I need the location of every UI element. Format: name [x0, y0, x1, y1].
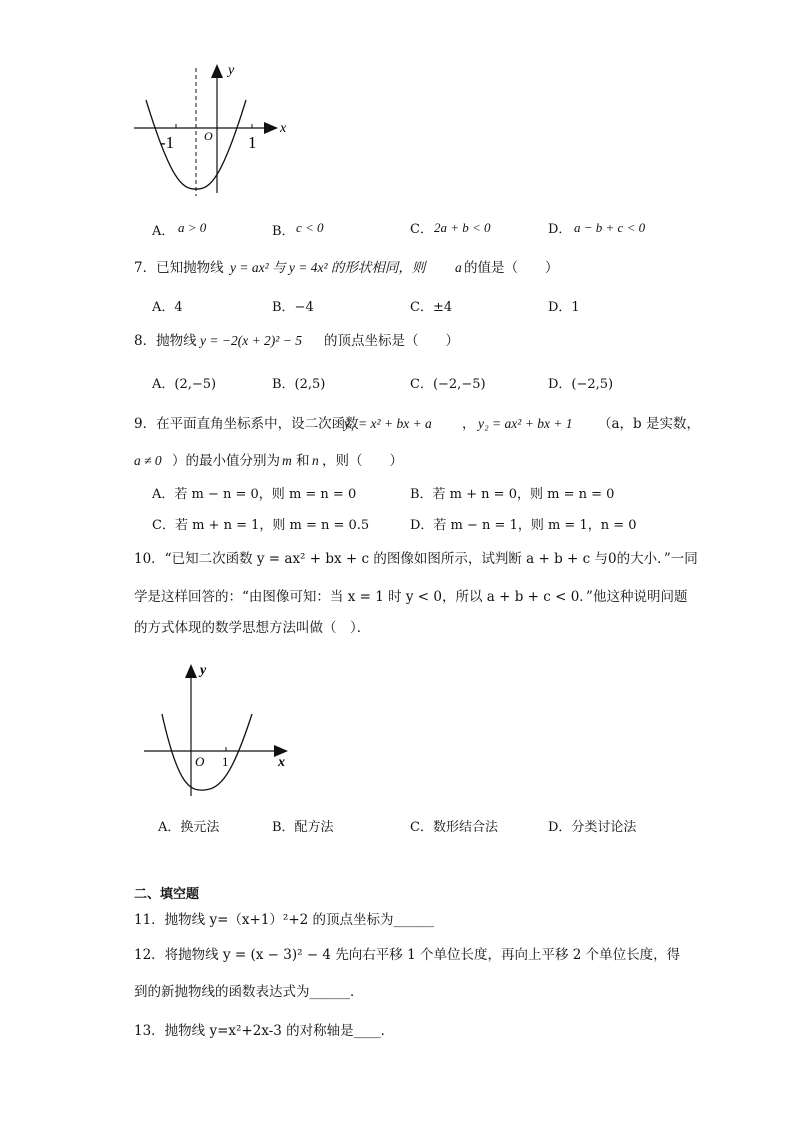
- q8-stem-1: 8．抛物线: [134, 333, 197, 349]
- q7-option-a: A．4: [152, 300, 183, 315]
- fig1-x-arrow: [264, 122, 278, 134]
- question-11: 11．抛物线 y=（x+1）²+2 的顶点坐标为______: [134, 912, 435, 928]
- q6-option-d-label: D．: [548, 222, 572, 237]
- q7-stem-2: 的值是（ ）: [464, 260, 559, 276]
- q9-line2-d: ，则（ ）: [322, 453, 403, 469]
- q7-var: a: [455, 260, 462, 275]
- figure-1-parabola: [130, 58, 295, 198]
- q9-option-a: A．若 m − n = 0，则 m = n = 0: [152, 487, 357, 502]
- q9-line2-b: ）的最小值分别为: [172, 453, 280, 469]
- q7-option-b: B．−4: [272, 300, 314, 315]
- q8-option-d: D．(−2,5): [548, 377, 614, 392]
- fig2-curve: [162, 714, 252, 790]
- q10-option-d: D．分类讨论法: [548, 820, 637, 835]
- fig1-neg1-label: -1: [160, 133, 175, 152]
- fig1-1-label: 1: [248, 133, 257, 152]
- q10-line-3: 的方式体现的数学思想方法叫做（ ）．: [134, 620, 371, 636]
- q6-option-b-value: c < 0: [296, 220, 324, 235]
- q9-line2-a: a ≠ 0: [134, 453, 162, 468]
- q8-option-c: C．(−2,−5): [410, 377, 486, 392]
- q6-option-c-value: 2a + b < 0: [434, 220, 491, 235]
- figure-2-parabola: [140, 656, 300, 801]
- fig2-y-label: y: [200, 663, 207, 678]
- fig2-x-label: x: [278, 755, 285, 770]
- q7-expr: y = ax² 与 y = 4x² 的形状相同，则: [230, 260, 426, 275]
- q12-line-2: 到的新抛物线的函数表达式为______．: [134, 984, 364, 1000]
- q10-option-a: A．换元法: [158, 820, 220, 835]
- q9-y2-expr: y₂ = ax² + bx + 1: [478, 416, 573, 431]
- q7-stem-1: 7．已知抛物线: [134, 260, 224, 276]
- q6-option-d-value: a − b + c < 0: [574, 220, 646, 235]
- fig2-y-arrow: [185, 664, 197, 678]
- q8-stem-2: 的顶点坐标是（ ）: [324, 333, 459, 349]
- q9-line1-e: （a，b 是实数，: [598, 416, 700, 432]
- q7-option-d: D．1: [548, 300, 580, 315]
- q6-option-c-label: C．: [410, 222, 433, 237]
- q9-option-b: B．若 m + n = 0，则 m = n = 0: [410, 487, 615, 502]
- q9-option-d: D．若 m − n = 1，则 m = 1，n = 0: [410, 518, 637, 533]
- q8-option-a: A．(2,−5): [152, 377, 217, 392]
- q7-option-c: C．±4: [410, 300, 453, 315]
- question-13: 13．抛物线 y=x²+2x-3 的对称轴是____．: [134, 1023, 395, 1039]
- q9-line2-m: m: [282, 453, 292, 468]
- q9-line2-n: n: [312, 453, 319, 468]
- fig1-origin-label: O: [204, 129, 213, 143]
- section-2-title: 二、填空题: [134, 887, 200, 902]
- q8-expr: y = −2(x + 2)² − 5: [200, 333, 302, 348]
- q10-option-c: C．数形结合法: [410, 820, 498, 835]
- q9-line2-c: 和: [296, 453, 310, 469]
- q9-y1-expr: y₁ = x² + bx + a: [344, 416, 432, 431]
- q6-option-a-label: A．: [152, 224, 175, 239]
- fig2-1-label: 1: [222, 754, 229, 769]
- q6-option-a-value: a > 0: [178, 220, 207, 235]
- q9-line1-c: ，: [462, 416, 476, 432]
- q9-line1-a: 9．在平面直角坐标系中，设二次函数: [134, 416, 359, 432]
- fig1-y-arrow: [211, 64, 223, 78]
- q10-option-b: B．配方法: [272, 820, 334, 835]
- fig1-y-label: y: [228, 63, 235, 78]
- q9-option-c: C．若 m + n = 1，则 m = n = 0.5: [152, 518, 370, 533]
- q8-option-b: B．(2,5): [272, 377, 326, 392]
- q10-line-1: 10．“已知二次函数 y = ax² + bx + c 的图像如图所示，试判断 a + b + c 与0的大小．”一同: [134, 551, 698, 567]
- q10-line-2: 学是这样回答的：“由图像可知：当 x = 1 时 y < 0，所以 a + b + c < 0．”他这种说明问题: [134, 589, 688, 605]
- fig1-x-label: x: [280, 121, 287, 136]
- fig2-origin-label: O: [195, 754, 205, 769]
- q6-option-b-label: B．: [272, 224, 295, 239]
- q12-line-1: 12．将抛物线 y = (x − 3)² − 4 先向右平移 1 个单位长度，再向上平移 2 个单位长度，得: [134, 947, 681, 963]
